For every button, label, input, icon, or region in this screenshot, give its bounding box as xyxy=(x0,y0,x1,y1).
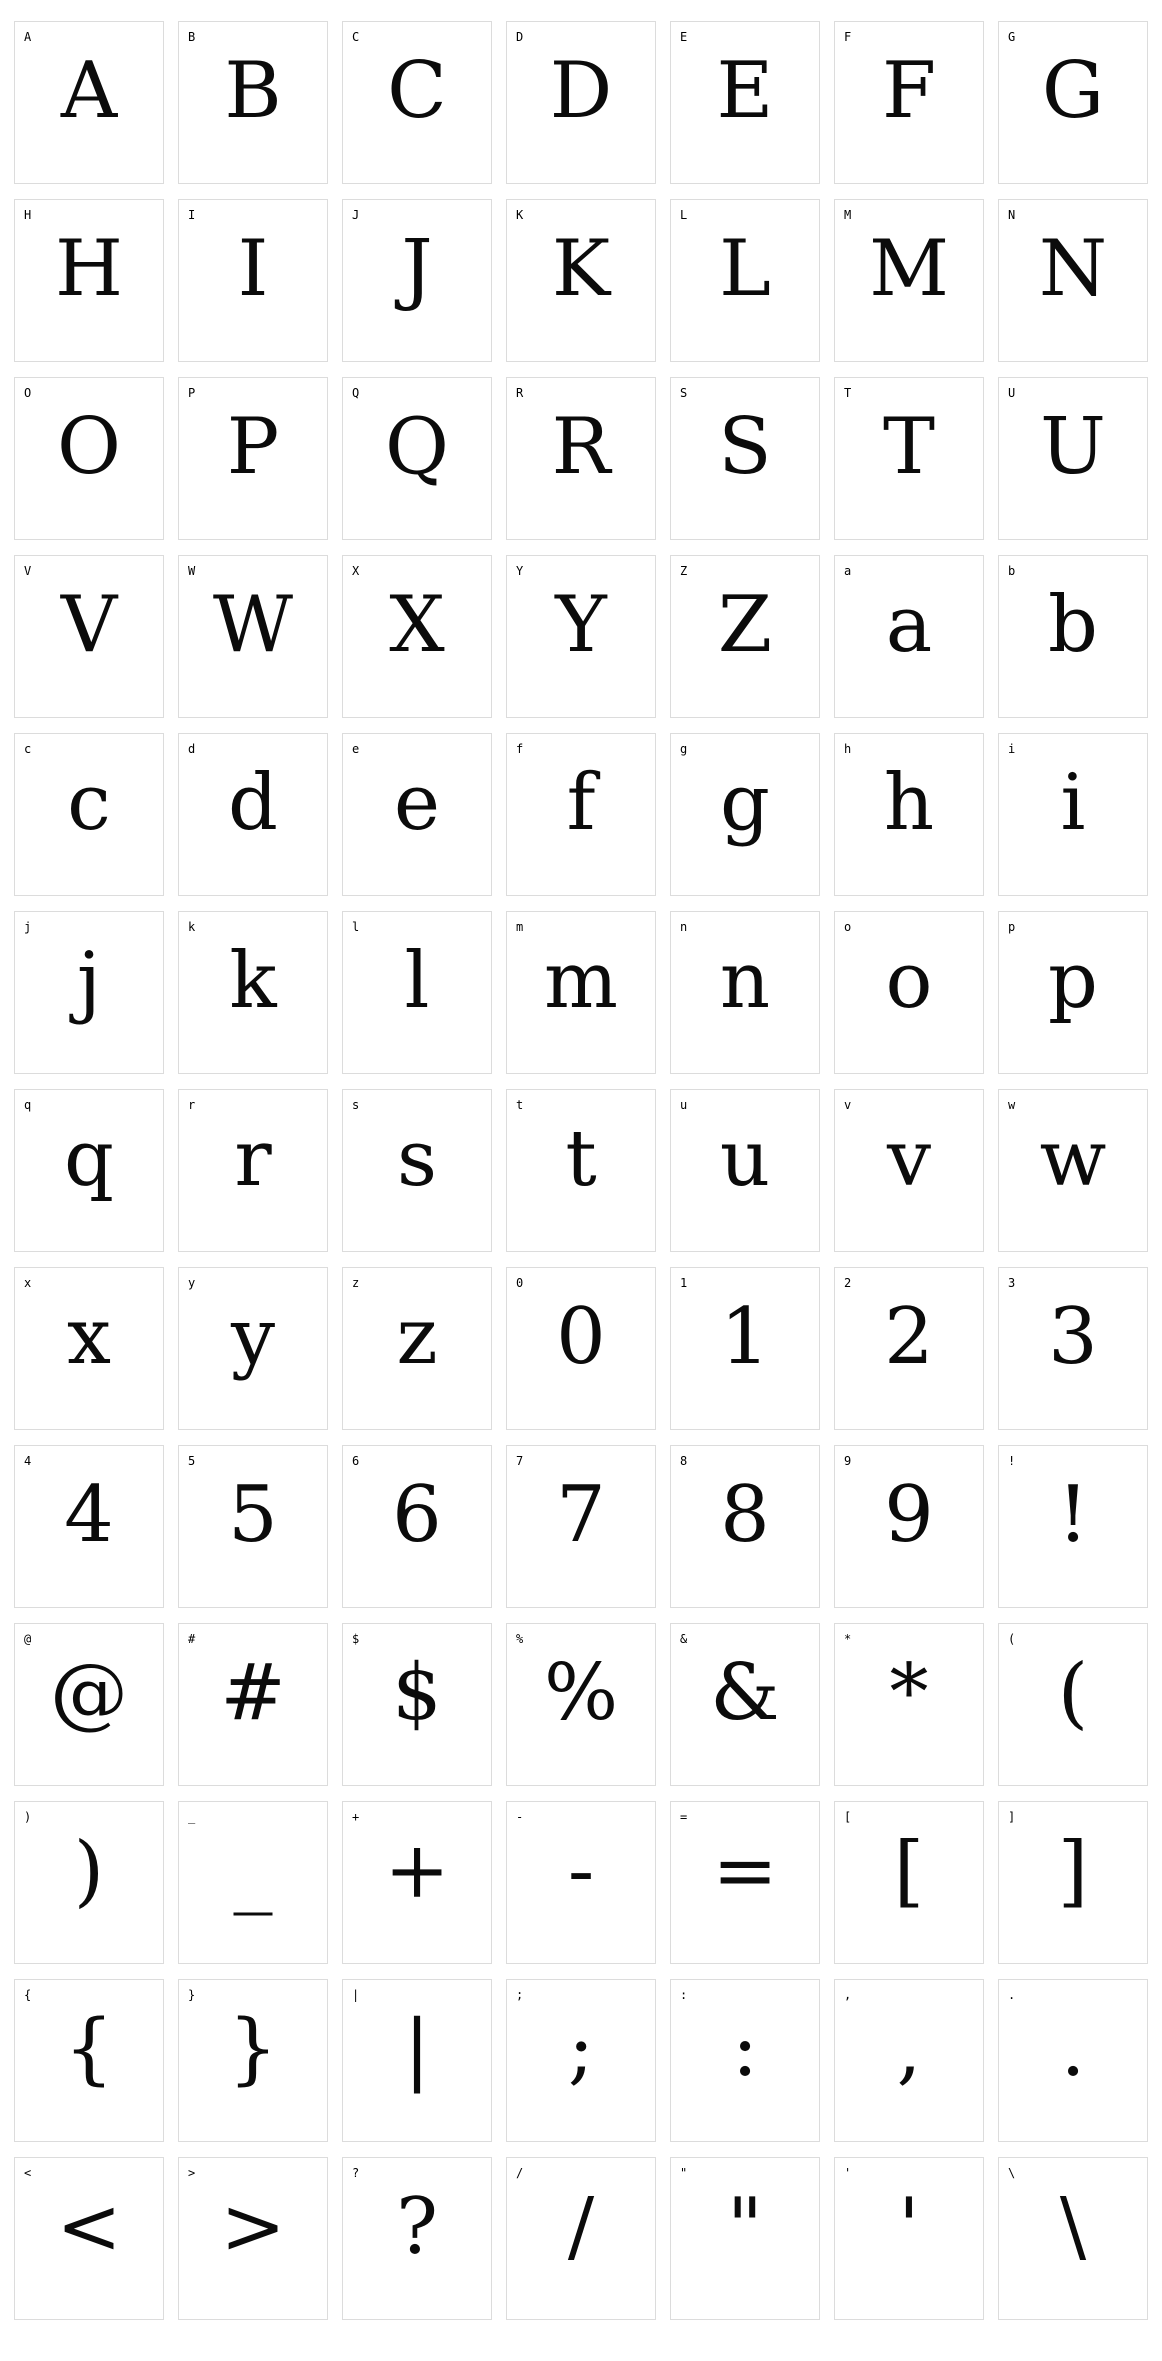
glyph-cell xyxy=(178,1089,328,1252)
glyph-cell xyxy=(998,377,1148,540)
glyph-preview: . xyxy=(1060,2004,1086,2094)
glyph-cell xyxy=(506,911,656,1074)
glyph-cell-label: ; xyxy=(516,1988,524,2002)
glyph-cell xyxy=(670,733,820,896)
glyph-preview: L xyxy=(719,224,771,314)
glyph-cell xyxy=(998,1089,1148,1252)
glyph-cell xyxy=(342,199,492,362)
glyph-cell-label: - xyxy=(516,1810,524,1824)
glyph-cell xyxy=(998,1267,1148,1430)
glyph-cell-label: S xyxy=(680,386,688,400)
glyph-cell xyxy=(998,1623,1148,1786)
glyph-cell xyxy=(14,2157,164,2320)
glyph-cell xyxy=(834,1979,984,2142)
glyph-cell xyxy=(670,1445,820,1608)
glyph-cell xyxy=(834,377,984,540)
glyph-cell xyxy=(14,1801,164,1964)
glyph-cell-label: W xyxy=(188,564,196,578)
glyph-cell-label: > xyxy=(188,2166,196,2180)
glyph-preview: c xyxy=(67,758,111,848)
glyph-cell xyxy=(178,199,328,362)
glyph-preview: o xyxy=(885,936,933,1026)
glyph-cell-label: e xyxy=(352,742,360,756)
glyph-cell xyxy=(342,2157,492,2320)
glyph-preview: & xyxy=(710,1648,780,1738)
glyph-preview: K xyxy=(551,224,611,314)
glyph-cell-label: % xyxy=(516,1632,524,1646)
glyph-cell-label: d xyxy=(188,742,196,756)
glyph-cell xyxy=(342,21,492,184)
glyph-cell xyxy=(670,1623,820,1786)
glyph-cell xyxy=(506,21,656,184)
glyph-cell-label: z xyxy=(352,1276,360,1290)
glyph-cell xyxy=(178,911,328,1074)
glyph-cell-label: ? xyxy=(352,2166,360,2180)
glyph-cell-label: < xyxy=(24,2166,32,2180)
glyph-cell-label: A xyxy=(24,30,32,44)
glyph-cell-label: j xyxy=(24,920,32,934)
glyph-cell-label: r xyxy=(188,1098,196,1112)
glyph-cell-label: w xyxy=(1008,1098,1016,1112)
glyph-cell xyxy=(506,1089,656,1252)
glyph-cell xyxy=(178,2157,328,2320)
glyph-preview: 4 xyxy=(64,1470,114,1560)
glyph-cell-label: L xyxy=(680,208,688,222)
glyph-preview: E xyxy=(716,46,774,136)
glyph-preview: : xyxy=(731,2004,759,2094)
glyph-cell-label: / xyxy=(516,2166,524,2180)
glyph-cell xyxy=(998,733,1148,896)
glyph-preview: { xyxy=(64,2004,114,2094)
glyph-cell xyxy=(998,2157,1148,2320)
glyph-preview: > xyxy=(220,2182,286,2272)
glyph-cell xyxy=(670,1801,820,1964)
glyph-preview: r xyxy=(234,1114,272,1204)
glyph-cell xyxy=(342,377,492,540)
glyph-cell-label: I xyxy=(188,208,196,222)
glyph-preview: / xyxy=(567,2182,595,2272)
glyph-cell xyxy=(342,733,492,896)
glyph-preview: ] xyxy=(1057,1826,1089,1916)
glyph-cell xyxy=(342,1623,492,1786)
glyph-cell xyxy=(178,1801,328,1964)
glyph-cell-label: X xyxy=(352,564,360,578)
glyph-preview: % xyxy=(543,1648,619,1738)
glyph-cell-label: ( xyxy=(1008,1632,1016,1646)
glyph-cell xyxy=(834,2157,984,2320)
glyph-cell xyxy=(670,377,820,540)
glyph-preview: = xyxy=(712,1826,778,1916)
glyph-cell-label: 9 xyxy=(844,1454,852,1468)
glyph-cell xyxy=(178,1623,328,1786)
glyph-cell-label: . xyxy=(1008,1988,1016,2002)
glyph-preview: \ xyxy=(1059,2182,1087,2272)
glyph-cell-label: k xyxy=(188,920,196,934)
glyph-preview: 7 xyxy=(556,1470,606,1560)
glyph-cell xyxy=(670,2157,820,2320)
glyph-cell-label: a xyxy=(844,564,852,578)
glyph-preview: 3 xyxy=(1048,1292,1098,1382)
glyph-cell-label: 2 xyxy=(844,1276,852,1290)
glyph-preview: V xyxy=(60,580,118,670)
glyph-cell-label: # xyxy=(188,1632,196,1646)
glyph-cell xyxy=(834,21,984,184)
glyph-cell-label: M xyxy=(844,208,852,222)
glyph-preview: [ xyxy=(893,1826,925,1916)
glyph-preview: | xyxy=(403,2004,431,2094)
glyph-cell xyxy=(342,1267,492,1430)
glyph-preview: v xyxy=(886,1114,932,1204)
glyph-cell xyxy=(14,1445,164,1608)
glyph-cell-label: f xyxy=(516,742,524,756)
glyph-preview: t xyxy=(565,1114,597,1204)
glyph-cell-label: } xyxy=(188,1988,196,2002)
glyph-cell-label: K xyxy=(516,208,524,222)
glyph-cell-label: @ xyxy=(24,1632,32,1646)
glyph-preview: * xyxy=(889,1648,929,1738)
glyph-cell xyxy=(834,1089,984,1252)
glyph-preview: ) xyxy=(73,1826,105,1916)
glyph-cell xyxy=(670,199,820,362)
glyph-cell-label: 3 xyxy=(1008,1276,1016,1290)
glyph-cell xyxy=(506,377,656,540)
glyph-preview: k xyxy=(229,936,277,1026)
glyph-preview: ? xyxy=(396,2182,438,2272)
glyph-cell-label: G xyxy=(1008,30,1016,44)
glyph-cell-label: [ xyxy=(844,1810,852,1824)
glyph-preview: g xyxy=(720,758,770,848)
glyph-preview: 2 xyxy=(884,1292,934,1382)
glyph-cell-label: q xyxy=(24,1098,32,1112)
glyph-cell xyxy=(834,199,984,362)
glyph-cell-label: 6 xyxy=(352,1454,360,1468)
glyph-preview: q xyxy=(64,1114,114,1204)
glyph-cell-label: F xyxy=(844,30,852,44)
glyph-preview: Q xyxy=(385,402,449,492)
glyph-cell xyxy=(342,1089,492,1252)
glyph-preview: + xyxy=(384,1826,450,1916)
glyph-cell-label: _ xyxy=(188,1810,196,1824)
glyph-cell-label: i xyxy=(1008,742,1016,756)
glyph-cell xyxy=(178,21,328,184)
glyph-cell-label: 1 xyxy=(680,1276,688,1290)
glyph-cell xyxy=(670,1089,820,1252)
glyph-cell-label: g xyxy=(680,742,688,756)
glyph-cell-label: T xyxy=(844,386,852,400)
glyph-preview: " xyxy=(727,2182,763,2272)
glyph-cell xyxy=(178,555,328,718)
glyph-cell xyxy=(998,1979,1148,2142)
glyph-preview: Z xyxy=(717,580,773,670)
glyph-cell xyxy=(14,1623,164,1786)
glyph-cell xyxy=(14,555,164,718)
glyph-cell-label: o xyxy=(844,920,852,934)
glyph-cell-label: ] xyxy=(1008,1810,1016,1824)
glyph-preview: R xyxy=(551,402,611,492)
glyph-cell-label: C xyxy=(352,30,360,44)
glyph-cell-label: y xyxy=(188,1276,196,1290)
glyph-cell-label: V xyxy=(24,564,32,578)
glyph-preview: 9 xyxy=(884,1470,934,1560)
glyph-preview: s xyxy=(396,1114,438,1204)
glyph-cell xyxy=(14,377,164,540)
glyph-preview: T xyxy=(882,402,936,492)
glyph-cell-label: l xyxy=(352,920,360,934)
glyph-cell-label: E xyxy=(680,30,688,44)
glyph-cell xyxy=(998,911,1148,1074)
glyph-cell-label: ' xyxy=(844,2166,852,2180)
glyph-cell xyxy=(14,199,164,362)
glyph-cell-label: 0 xyxy=(516,1276,524,1290)
glyph-cell xyxy=(14,733,164,896)
glyph-cell-label: 8 xyxy=(680,1454,688,1468)
glyph-preview: j xyxy=(76,936,102,1026)
glyph-cell-label: B xyxy=(188,30,196,44)
glyph-cell-label: D xyxy=(516,30,524,44)
glyph-preview: F xyxy=(881,46,937,136)
glyph-preview: A xyxy=(60,46,118,136)
glyph-cell xyxy=(14,1089,164,1252)
glyph-preview: l xyxy=(404,936,430,1026)
glyph-preview: ; xyxy=(567,2004,595,2094)
glyph-cell-label: " xyxy=(680,2166,688,2180)
glyph-preview: y xyxy=(230,1292,276,1382)
glyph-preview: - xyxy=(567,1826,595,1916)
glyph-cell-label: Q xyxy=(352,386,360,400)
glyph-preview: C xyxy=(387,46,447,136)
glyph-cell xyxy=(14,21,164,184)
glyph-cell-label: b xyxy=(1008,564,1016,578)
glyph-cell xyxy=(506,1445,656,1608)
glyph-cell-label: 7 xyxy=(516,1454,524,1468)
glyph-cell xyxy=(998,555,1148,718)
glyph-preview: f xyxy=(566,758,596,848)
glyph-cell-label: x xyxy=(24,1276,32,1290)
glyph-cell-label: v xyxy=(844,1098,852,1112)
glyph-preview: p xyxy=(1048,936,1098,1026)
glyph-cell xyxy=(14,1267,164,1430)
glyph-preview: h xyxy=(883,758,935,848)
glyph-cell xyxy=(834,1267,984,1430)
glyph-preview: 1 xyxy=(720,1292,770,1382)
glyph-cell xyxy=(834,555,984,718)
glyph-cell-label: c xyxy=(24,742,32,756)
glyph-cell xyxy=(178,733,328,896)
glyph-cell-label: 4 xyxy=(24,1454,32,1468)
glyph-cell xyxy=(178,1979,328,2142)
glyph-preview: _ xyxy=(233,1826,273,1916)
glyph-cell xyxy=(342,555,492,718)
glyph-preview: Y xyxy=(555,580,607,670)
glyph-preview: 0 xyxy=(556,1292,606,1382)
glyph-preview: U xyxy=(1040,402,1106,492)
glyph-cell-label: { xyxy=(24,1988,32,2002)
glyph-cell-label: R xyxy=(516,386,524,400)
glyph-preview: a xyxy=(885,580,933,670)
glyph-cell xyxy=(178,377,328,540)
glyph-preview: ( xyxy=(1057,1648,1089,1738)
glyph-preview: H xyxy=(54,224,124,314)
glyph-preview: M xyxy=(869,224,949,314)
glyph-cell xyxy=(834,1623,984,1786)
glyph-cell xyxy=(14,911,164,1074)
glyph-cell-label: m xyxy=(516,920,524,934)
glyph-cell-label: | xyxy=(352,1988,360,2002)
glyph-cell-label: ) xyxy=(24,1810,32,1824)
glyph-cell-label: p xyxy=(1008,920,1016,934)
glyph-preview: O xyxy=(57,402,121,492)
glyph-preview: n xyxy=(719,936,771,1026)
glyph-cell-label: & xyxy=(680,1632,688,1646)
glyph-preview: < xyxy=(56,2182,122,2272)
glyph-cell xyxy=(342,1445,492,1608)
glyph-preview: z xyxy=(396,1292,438,1382)
glyph-cell-label: + xyxy=(352,1810,360,1824)
glyph-cell-label: = xyxy=(680,1810,688,1824)
glyph-preview: $ xyxy=(392,1648,442,1738)
glyph-cell xyxy=(506,1979,656,2142)
glyph-preview: 8 xyxy=(720,1470,770,1560)
glyph-cell-label: 5 xyxy=(188,1454,196,1468)
glyph-preview: G xyxy=(1041,46,1105,136)
glyph-preview: ! xyxy=(1057,1470,1089,1560)
glyph-cell-label: \ xyxy=(1008,2166,1016,2180)
glyph-cell xyxy=(342,1979,492,2142)
glyph-cell xyxy=(998,1445,1148,1608)
glyph-cell-label: U xyxy=(1008,386,1016,400)
glyph-cell xyxy=(506,1623,656,1786)
glyph-preview: W xyxy=(212,580,294,670)
glyph-preview: B xyxy=(224,46,282,136)
glyph-preview: X xyxy=(389,580,445,670)
glyph-cell-label: H xyxy=(24,208,32,222)
glyph-cell-label: * xyxy=(844,1632,852,1646)
glyph-cell xyxy=(834,733,984,896)
glyph-cell-label: O xyxy=(24,386,32,400)
glyph-preview: ' xyxy=(898,2182,920,2272)
glyph-cell xyxy=(670,555,820,718)
glyph-preview: D xyxy=(549,46,613,136)
glyph-cell xyxy=(506,2157,656,2320)
glyph-cell xyxy=(178,1267,328,1430)
glyph-cell xyxy=(834,1801,984,1964)
glyph-cell xyxy=(834,1445,984,1608)
glyph-preview: w xyxy=(1039,1114,1107,1204)
glyph-cell xyxy=(506,199,656,362)
glyph-cell-label: t xyxy=(516,1098,524,1112)
glyph-cell-label: , xyxy=(844,1988,852,2002)
glyph-cell xyxy=(670,911,820,1074)
glyph-cell xyxy=(670,21,820,184)
glyph-preview: S xyxy=(718,402,772,492)
glyph-preview: @ xyxy=(50,1648,128,1738)
glyph-preview: i xyxy=(1060,758,1086,848)
glyph-preview: e xyxy=(393,758,441,848)
glyph-cell xyxy=(834,911,984,1074)
glyph-cell-label: J xyxy=(352,208,360,222)
glyph-cell-label: ! xyxy=(1008,1454,1016,1468)
glyph-cell xyxy=(14,1979,164,2142)
glyph-cell xyxy=(998,1801,1148,1964)
glyph-cell xyxy=(342,1801,492,1964)
glyph-preview: , xyxy=(896,2004,922,2094)
glyph-cell-label: $ xyxy=(352,1632,360,1646)
glyph-cell-label: : xyxy=(680,1988,688,2002)
glyph-cell-label: s xyxy=(352,1098,360,1112)
glyph-cell xyxy=(670,1979,820,2142)
glyph-preview: N xyxy=(1038,224,1108,314)
glyph-cell-label: n xyxy=(680,920,688,934)
glyph-preview: J xyxy=(401,224,433,314)
glyph-cell xyxy=(506,733,656,896)
glyph-preview: } xyxy=(228,2004,278,2094)
glyph-cell-label: Y xyxy=(516,564,524,578)
glyph-cell-label: N xyxy=(1008,208,1016,222)
glyph-cell-label: u xyxy=(680,1098,688,1112)
glyph-preview: P xyxy=(226,402,280,492)
glyph-cell xyxy=(998,21,1148,184)
glyph-preview: d xyxy=(228,758,278,848)
glyph-cell xyxy=(506,1801,656,1964)
glyph-preview: # xyxy=(220,1648,286,1738)
glyph-cell xyxy=(670,1267,820,1430)
glyph-cell xyxy=(506,555,656,718)
glyph-cell-label: P xyxy=(188,386,196,400)
glyph-cell-label: h xyxy=(844,742,852,756)
glyph-preview: u xyxy=(719,1114,771,1204)
glyph-preview: m xyxy=(544,936,618,1026)
glyph-preview: 6 xyxy=(392,1470,442,1560)
glyph-cell-label: Z xyxy=(680,564,688,578)
glyph-cell xyxy=(342,911,492,1074)
glyph-cell xyxy=(178,1445,328,1608)
glyph-preview: I xyxy=(237,224,269,314)
glyph-preview: 5 xyxy=(228,1470,278,1560)
glyph-cell xyxy=(506,1267,656,1430)
glyph-preview: x xyxy=(67,1292,111,1382)
glyph-cell xyxy=(998,199,1148,362)
glyph-preview: b xyxy=(1048,580,1098,670)
